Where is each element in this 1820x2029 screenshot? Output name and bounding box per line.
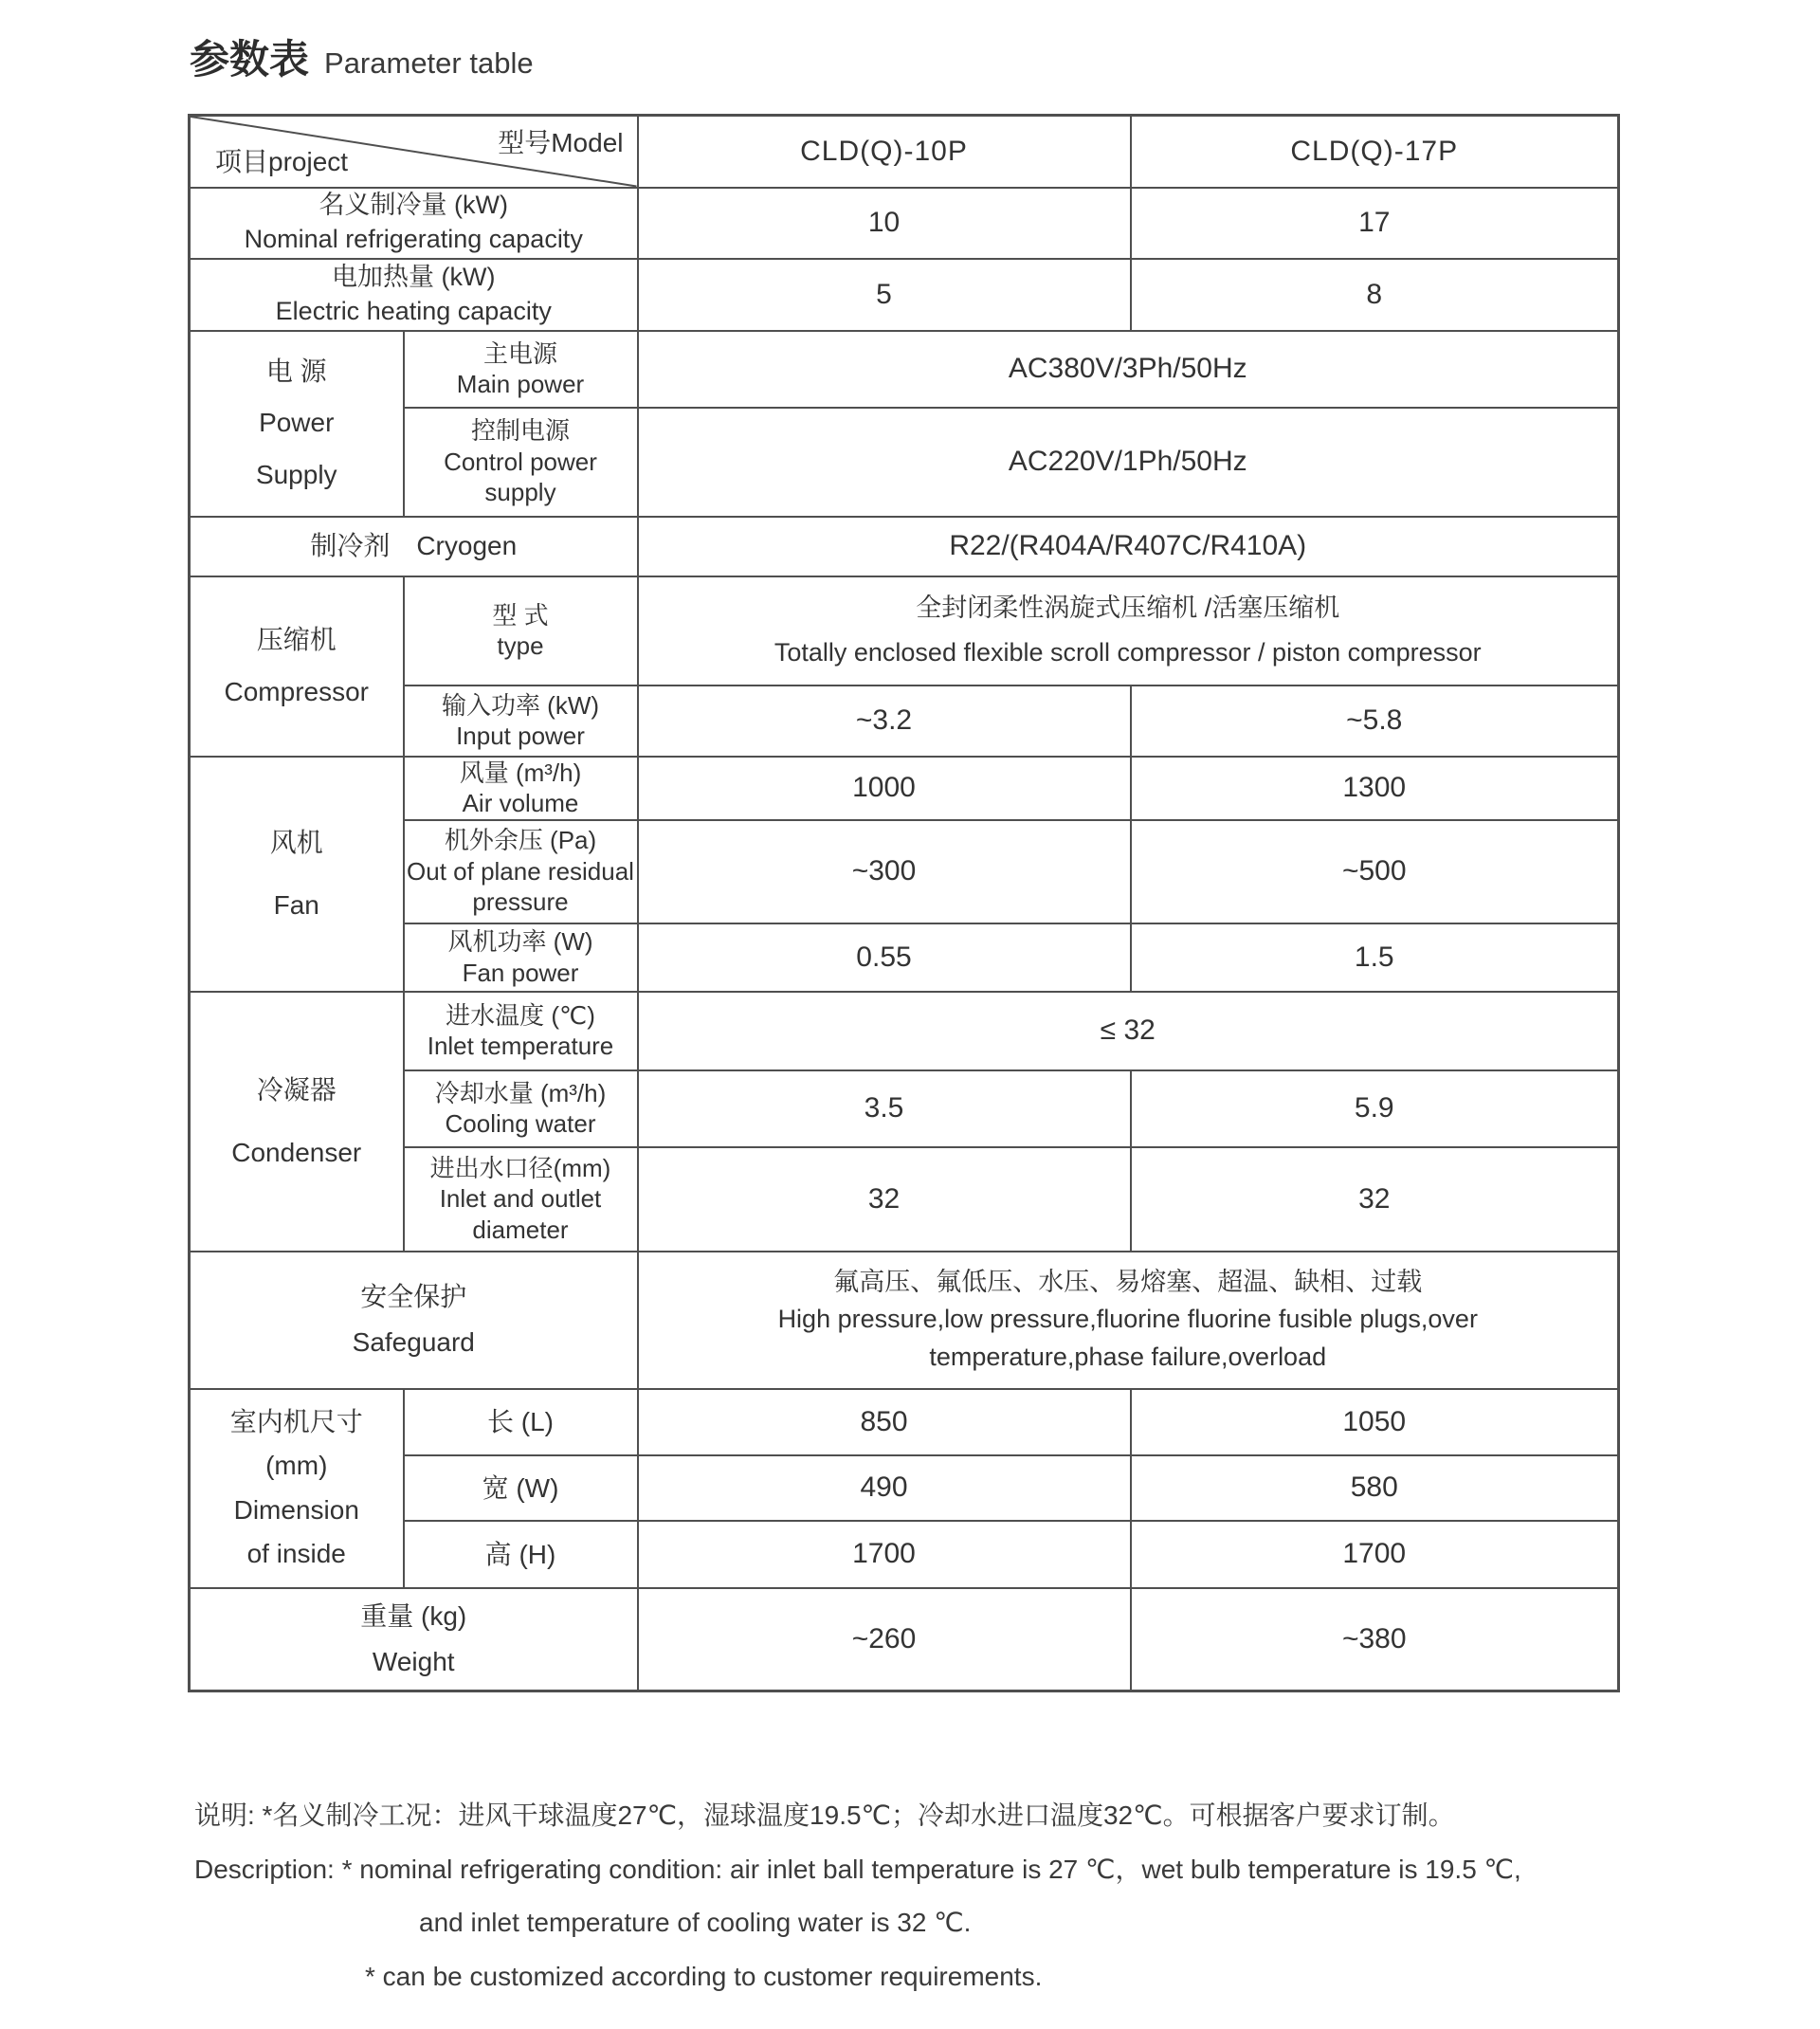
fan-power-label-en: Fan power [462,958,579,987]
inlet-outlet-diameter-label-en1: Inlet and outlet [439,1184,602,1214]
nominal-capacity-label-en: Nominal refrigerating capacity [244,225,583,253]
residual-pressure-value-17p: ~500 [1131,820,1619,923]
inlet-outlet-diameter-value-10p: 32 [638,1147,1131,1252]
main-power-value: AC380V/3Ph/50Hz [638,331,1619,408]
weight-value-10p: ~260 [638,1588,1131,1691]
residual-pressure-label [404,820,638,923]
dimension-label-en1: Dimension [233,1494,359,1525]
heating-capacity-label-en: Electric heating capacity [275,296,552,325]
main-power-label-en: Main power [456,370,585,398]
air-volume-label-en: Air volume [462,789,579,817]
nominal-capacity-value-17p: 17 [1131,188,1619,259]
main-power-label [404,331,638,408]
fan-power-value-17p: 1.5 [1131,923,1619,992]
safeguard-value-en1: High pressure,low pressure,fluorine fluorine fusible plugs,over [777,1305,1478,1334]
note-line-zh: 说明: *名义制冷工况：进风干球温度27℃，湿球温度19.5℃；冷却水进口温度32℃。可根据客户要求订制。 [194,1801,1455,1830]
weight-label-en: Weight [372,1646,455,1676]
control-power-label [404,408,638,517]
row-nominal-capacity [190,188,1619,259]
inlet-temperature-label-en: Inlet temperature [427,1032,614,1060]
nominal-capacity-label [190,188,638,259]
page-title-zh: 参数表 [190,37,310,82]
compressor-type-value-en: Totally enclosed flexible scroll compressor / piston compressor [774,638,1482,667]
fan-label-zh: 风机 [269,827,323,857]
control-power-label-zh: 控制电源 [470,416,570,446]
heating-capacity-label [190,259,638,331]
page-title [190,28,534,85]
dimension-label-unit: (mm) [265,1451,328,1481]
inlet-outlet-diameter-label [404,1147,638,1252]
height-value-10p: 1700 [638,1521,1131,1588]
compressor-type-label [404,576,638,685]
note-line-en-1: Description: * nominal refrigerating condition: air inlet ball temperature is 27 ℃，wet bulb temperature is 19.5 ℃, [194,1854,1521,1884]
safeguard-label-en: Safeguard [352,1327,475,1357]
fan-power-label-zh: 风机功率 (W) [447,927,593,956]
row-width [190,1455,1619,1521]
input-power-value-17p: ~5.8 [1131,685,1619,757]
inlet-outlet-diameter-label-zh: 进出水口径(mm) [429,1153,611,1182]
height-label: 高 (H) [404,1521,638,1588]
inlet-outlet-diameter-label-en2: diameter [472,1215,569,1244]
fan-group-label [190,757,404,992]
safeguard-value [638,1252,1619,1389]
row-residual-pressure [190,820,1619,923]
compressor-label-en: Compressor [224,676,369,706]
fan-label-en: Fan [273,889,319,920]
input-power-value-10p: ~3.2 [638,685,1131,757]
heating-capacity-value-10p: 5 [638,259,1131,331]
inlet-temperature-value: ≤ 32 [638,992,1619,1070]
input-power-label-en: Input power [456,722,585,750]
cryogen-label-zh: 制冷剂 [310,531,391,561]
main-power-label-zh: 主电源 [482,338,557,368]
row-main-power [190,331,1619,408]
page-title-en: Parameter table [324,46,534,80]
heating-capacity-label-zh: 电加热量 (kW) [332,262,496,291]
weight-value-17p: ~380 [1131,1588,1619,1691]
safeguard-label [190,1252,638,1389]
cooling-water-value-17p: 5.9 [1131,1070,1619,1147]
model-column-2: CLD(Q)-17P [1131,116,1619,188]
dimension-label-en2: of inside [246,1538,346,1568]
cooling-water-label [404,1070,638,1147]
row-heating-capacity [190,259,1619,331]
row-length [190,1389,1619,1455]
residual-pressure-value-10p: ~300 [638,820,1131,923]
air-volume-value-17p: 1300 [1131,757,1619,820]
row-safeguard [190,1252,1619,1389]
input-power-label [404,685,638,757]
length-label: 长 (L) [404,1389,638,1455]
condenser-group-label [190,992,404,1252]
cooling-water-value-10p: 3.5 [638,1070,1131,1147]
model-column-1: CLD(Q)-10P [638,116,1131,188]
nominal-capacity-value-10p: 10 [638,188,1131,259]
header-row [190,116,1619,188]
air-volume-label-zh: 风量 (m³/h) [459,758,582,787]
row-weight [190,1588,1619,1691]
note-line-en-2: and inlet temperature of cooling water is 32 ℃. [419,1908,972,1938]
power-supply-label-en1: Power [259,408,335,438]
row-cooling-water [190,1070,1619,1147]
length-value-17p: 1050 [1131,1389,1619,1455]
residual-pressure-label-zh: 机外余压 (Pa) [444,826,597,855]
cooling-water-label-en: Cooling water [445,1109,596,1138]
weight-label-zh: 重量 (kg) [360,1601,467,1632]
power-supply-group-label [190,331,404,517]
row-control-power [190,408,1619,517]
row-fan-power [190,923,1619,992]
row-input-power [190,685,1619,757]
safeguard-label-zh: 安全保护 [360,1282,467,1312]
inlet-temperature-label [404,992,638,1070]
row-height [190,1521,1619,1588]
compressor-type-value-zh: 全封闭柔性涡旋式压缩机 /活塞压缩机 [916,593,1340,622]
control-power-label-en1: Control power [444,447,597,476]
safeguard-value-zh: 氟高压、氟低压、水压、易熔塞、超温、缺相、过载 [833,1268,1423,1297]
fan-power-label [404,923,638,992]
condenser-label-zh: 冷凝器 [256,1074,337,1105]
cooling-water-label-zh: 冷却水量 (m³/h) [434,1078,607,1107]
heating-capacity-value-17p: 8 [1131,259,1619,331]
row-compressor-type [190,576,1619,685]
residual-pressure-label-en2: pressure [472,887,569,917]
row-air-volume [190,757,1619,820]
dimension-label-zh: 室内机尺寸 [229,1407,363,1437]
power-supply-label-en2: Supply [255,459,337,489]
compressor-label-zh: 压缩机 [256,624,337,654]
safeguard-value-en2: temperature,phase failure,overload [929,1342,1327,1371]
control-power-label-en2: supply [484,478,556,507]
width-value-17p: 580 [1131,1455,1619,1521]
row-inlet-temperature [190,992,1619,1070]
input-power-label-zh: 输入功率 (kW) [441,690,600,720]
row-inlet-outlet-diameter [190,1147,1619,1252]
compressor-group-label [190,576,404,757]
control-power-value: AC220V/1Ph/50Hz [638,408,1619,517]
compressor-type-label-zh: 型 式 [492,600,549,630]
compressor-type-value [638,576,1619,685]
cryogen-label [190,517,638,576]
parameter-table [188,114,1620,1692]
width-label: 宽 (W) [404,1455,638,1521]
note-line-en-3: * can be customized according to customer requirements. [365,1961,1043,1991]
length-value-10p: 850 [638,1389,1131,1455]
dimension-group-label [190,1389,404,1588]
compressor-type-label-en: type [497,631,544,660]
condenser-label-en: Condenser [231,1137,362,1167]
corner-project-label: 项目project [215,146,349,176]
power-supply-label-zh: 电 源 [265,356,327,386]
inlet-outlet-diameter-value-17p: 32 [1131,1147,1619,1252]
corner-cell [190,116,638,188]
height-value-17p: 1700 [1131,1521,1619,1588]
inlet-temperature-label-zh: 进水温度 (℃) [446,1000,595,1030]
residual-pressure-label-en1: Out of plane residual [407,856,634,886]
nominal-capacity-label-zh: 名义制冷量 (kW) [318,191,508,220]
corner-model-label: 型号Model [498,128,624,157]
row-cryogen [190,517,1619,576]
width-value-10p: 490 [638,1455,1131,1521]
cryogen-label-en: Cryogen [416,531,518,561]
fan-power-value-10p: 0.55 [638,923,1131,992]
air-volume-label [404,757,638,820]
cryogen-value: R22/(R404A/R407C/R410A) [638,517,1619,576]
description-notes [194,1800,1730,2014]
weight-label [190,1588,638,1691]
air-volume-value-10p: 1000 [638,757,1131,820]
